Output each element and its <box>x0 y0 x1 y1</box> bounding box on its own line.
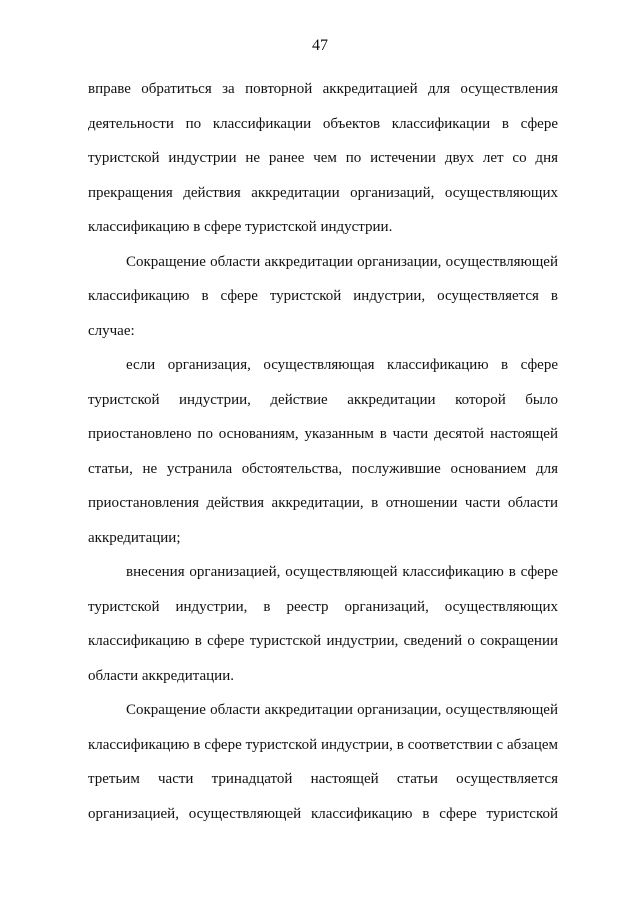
document-body <box>88 72 558 831</box>
paragraph-reduction-case-registry: внесения организацией, осуществляющей классификацию в сфере туристской индустрии, в реестр организаций, осуществляющих классификацию в сфере туристской индустрии, сведений о сокращении области аккредитации. <box>88 564 558 684</box>
paragraph-reduction-case-suspended: если организация, осуществляющая классификацию в сфере туристской индустрии, действие аккредитации которой было приостановлено по основаниям, указанным в части десятой настоящей статьи, не устранила обстоятельства, послужившие основанием для приостановления действия аккредитации, в отношении части области аккредитации; <box>88 357 558 546</box>
paragraph-continuation: вправе обратиться за повторной аккредитацией для осуществления деятельности по классификации объектов классификации в сфере туристской индустрии не ранее чем по истечении двух лет со дня прекращения действия аккредитации организаций, осуществляющих классификацию в сфере туристской индустрии. <box>88 81 558 235</box>
page-number: 47 <box>312 37 328 54</box>
paragraph-area-reduction-intro: Сокращение области аккредитации организации, осуществляющей классификацию в сфере туристской индустрии, осуществляется в случае: <box>88 253 558 339</box>
paragraph-reduction-procedure: Сокращение области аккредитации организации, осуществляющей классификацию в сфере туристской индустрии, в соответствии с абзацем третьим части тринадцатой настоящей статьи осуществляется организацией, осуществляющей классификацию в сфере туристской <box>88 702 558 822</box>
